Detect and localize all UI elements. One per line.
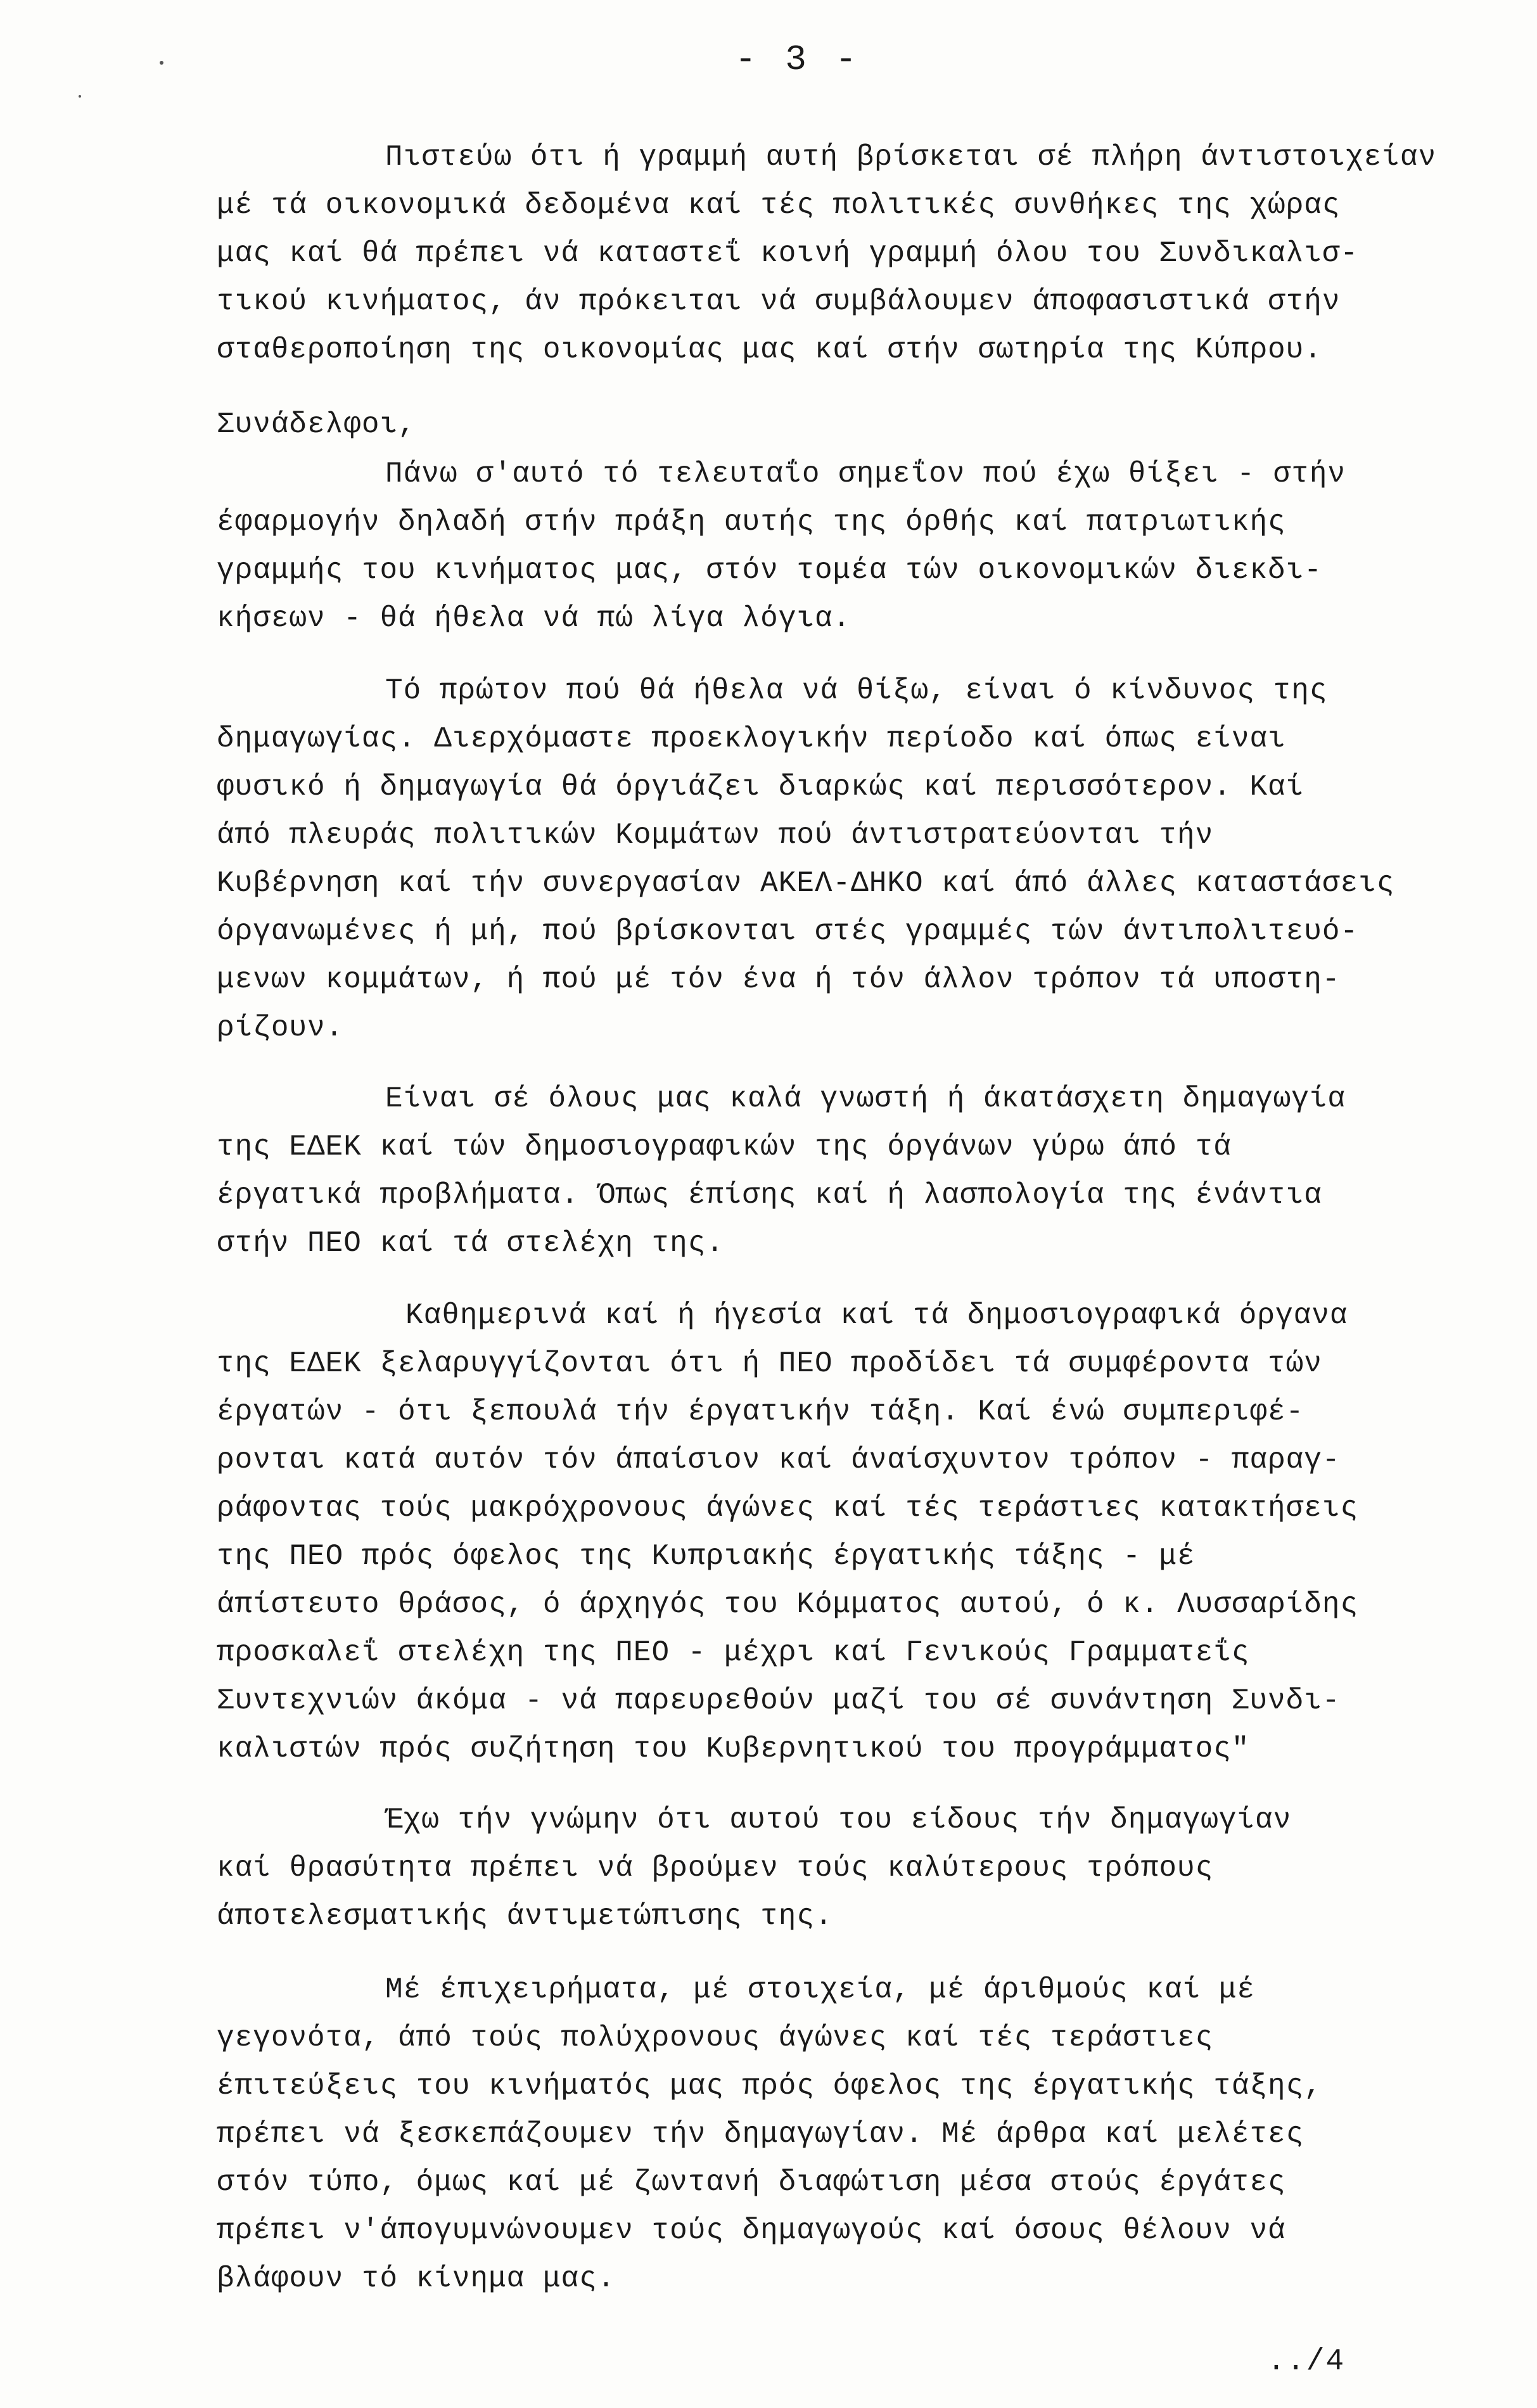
- text-line: γεγονότα, άπό τούς πολύχρονους άγώνες καί τές τεράστιες: [217, 2021, 1214, 2054]
- text-line: έργατών - ότι ξεπουλά τήν έργατικήν τάξη. Καί ένώ συμπεριφέ-: [217, 1395, 1304, 1428]
- text-line: Έχω τήν γνώμην ότι αυτού του είδους τήν δημαγωγίαν: [385, 1803, 1292, 1836]
- text-line: Μέ έπιχειρήματα, μέ στοιχεία, μέ άριθμούς καί μέ: [385, 1973, 1256, 2006]
- text-line: όργανωμένες ή μή, πού βρίσκονται στές γραμμές τών άντιπολιτευό-: [217, 915, 1359, 948]
- salutation: Συνάδελφοι,: [217, 408, 416, 441]
- text-line: πρέπει νά ξεσκεπάζουμεν τήν δημαγωγίαν. Μέ άρθρα καί μελέτες: [217, 2118, 1304, 2151]
- text-line: Καθημερινά καί ή ήγεσία καί τά δημοσιογραφικά όργανα: [405, 1299, 1348, 1332]
- text-line: καί θρασύτητα πρέπει νά βρούμεν τούς καλύτερους τρόπους: [217, 1852, 1214, 1885]
- text-line: σταθεροποίηση της οικονομίας μας καί στήν σωτηρία της Κύπρου.: [217, 333, 1322, 366]
- scan-speck: [160, 61, 163, 65]
- text-line: βλάφουν τό κίνημα μας.: [217, 2262, 616, 2295]
- text-line: μενων κομμάτων, ή πού μέ τόν ένα ή τόν άλλον τρόπον τά υποστη-: [217, 963, 1341, 996]
- text-line: τικού κινήματος, άν πρόκειται νά συμβάλουμεν άποφασιστικά στήν: [217, 285, 1341, 318]
- text-line: φυσικό ή δημαγωγία θά όργιάζει διαρκώς καί περισσότερον. Καί: [217, 771, 1304, 804]
- text-line: της ΕΔΕΚ καί τών δημοσιογραφικών της όργάνων γύρω άπό τά: [217, 1130, 1232, 1163]
- text-line: Πιστεύω ότι ή γραμμή αυτή βρίσκεται σέ πλήρη άντιστοιχείαν: [385, 141, 1437, 174]
- text-line: μέ τά οικονομικά δεδομένα καί τές πολιτικές συνθήκες της χώρας: [217, 189, 1341, 222]
- text-line: της ΕΔΕΚ ξελαρυγγίζονται ότι ή ΠΕΟ προδίδει τά συμφέροντα τών: [217, 1347, 1322, 1380]
- text-line: δημαγωγίας. Διερχόμαστε προεκλογικήν περίοδο καί όπως είναι: [217, 722, 1286, 755]
- text-line: άποτελεσματικής άντιμετώπισης της.: [217, 1900, 833, 1933]
- text-line: Τό πρώτον πού θά ήθελα νά θίξω, είναι ό κίνδυνος της: [385, 674, 1328, 707]
- text-line: προσκαλεΐ στελέχη της ΠΕΟ - μέχρι καί Γενικούς Γραμματεΐς: [217, 1636, 1250, 1669]
- text-line: γραμμής του κινήματος μας, στόν τομέα τών οικονομικών διεκδι-: [217, 554, 1322, 587]
- text-line: ρονται κατά αυτόν τόν άπαίσιον καί άναίσχυντον τρόπον - παραγ-: [217, 1444, 1341, 1476]
- text-line: της ΠΕΟ πρός όφελος της Κυπριακής έργατικής τάξης - μέ: [217, 1540, 1196, 1573]
- continuation-marker: ../4: [1267, 2345, 1346, 2379]
- text-line: Είναι σέ όλους μας καλά γνωστή ή άκατάσχετη δημαγωγία: [385, 1082, 1346, 1115]
- text-line: άπό πλευράς πολιτικών Κομμάτων πού άντιστρατεύονται τήν: [217, 819, 1214, 852]
- scan-speck: [79, 95, 81, 98]
- text-line: ρίζουν.: [217, 1011, 344, 1044]
- text-line: Πάνω σ'αυτό τό τελευταΐο σημεΐον πού έχω θίξει - στήν: [385, 458, 1346, 490]
- text-line: Συντεχνιών άκόμα - νά παρευρεθούν μαζί του σέ συνάντηση Συνδι-: [217, 1684, 1341, 1717]
- text-line: μας καί θά πρέπει νά καταστεΐ κοινή γραμμή όλου του Συνδικαλισ-: [217, 237, 1359, 270]
- page-number: - 3 -: [735, 39, 861, 80]
- text-line: καλιστών πρός συζήτηση του Κυβερνητικού του προγράμματος": [217, 1732, 1250, 1765]
- text-line: έργατικά προβλήματα. Όπως έπίσης καί ή λασπολογία της ένάντια: [217, 1179, 1322, 1212]
- text-line: ράφοντας τούς μακρόχρονους άγώνες καί τές τεράστιες κατακτήσεις: [217, 1492, 1359, 1525]
- text-line: στήν ΠΕΟ καί τά στελέχη της.: [217, 1227, 724, 1260]
- text-line: στόν τύπο, όμως καί μέ ζωντανή διαφώτιση μέσα στούς έργάτες: [217, 2166, 1286, 2199]
- text-line: κήσεων - θά ήθελα νά πώ λίγα λόγια.: [217, 602, 851, 635]
- text-line: άπίστευτο θράσος, ό άρχηγός του Κόμματος αυτού, ό κ. Λυσσαρίδης: [217, 1588, 1359, 1621]
- text-line: Κυβέρνηση καί τήν συνεργασίαν ΑΚΕΛ-ΔΗΚΟ καί άπό άλλες καταστάσεις: [217, 867, 1395, 900]
- text-line: έφαρμογήν δηλαδή στήν πράξη αυτής της όρθής καί πατριωτικής: [217, 506, 1286, 539]
- text-line: πρέπει ν'άπογυμνώνουμεν τούς δημαγωγούς καί όσους θέλουν νά: [217, 2214, 1286, 2247]
- text-line: έπιτεύξεις του κινήματός μας πρός όφελος της έργατικής τάξης,: [217, 2070, 1322, 2103]
